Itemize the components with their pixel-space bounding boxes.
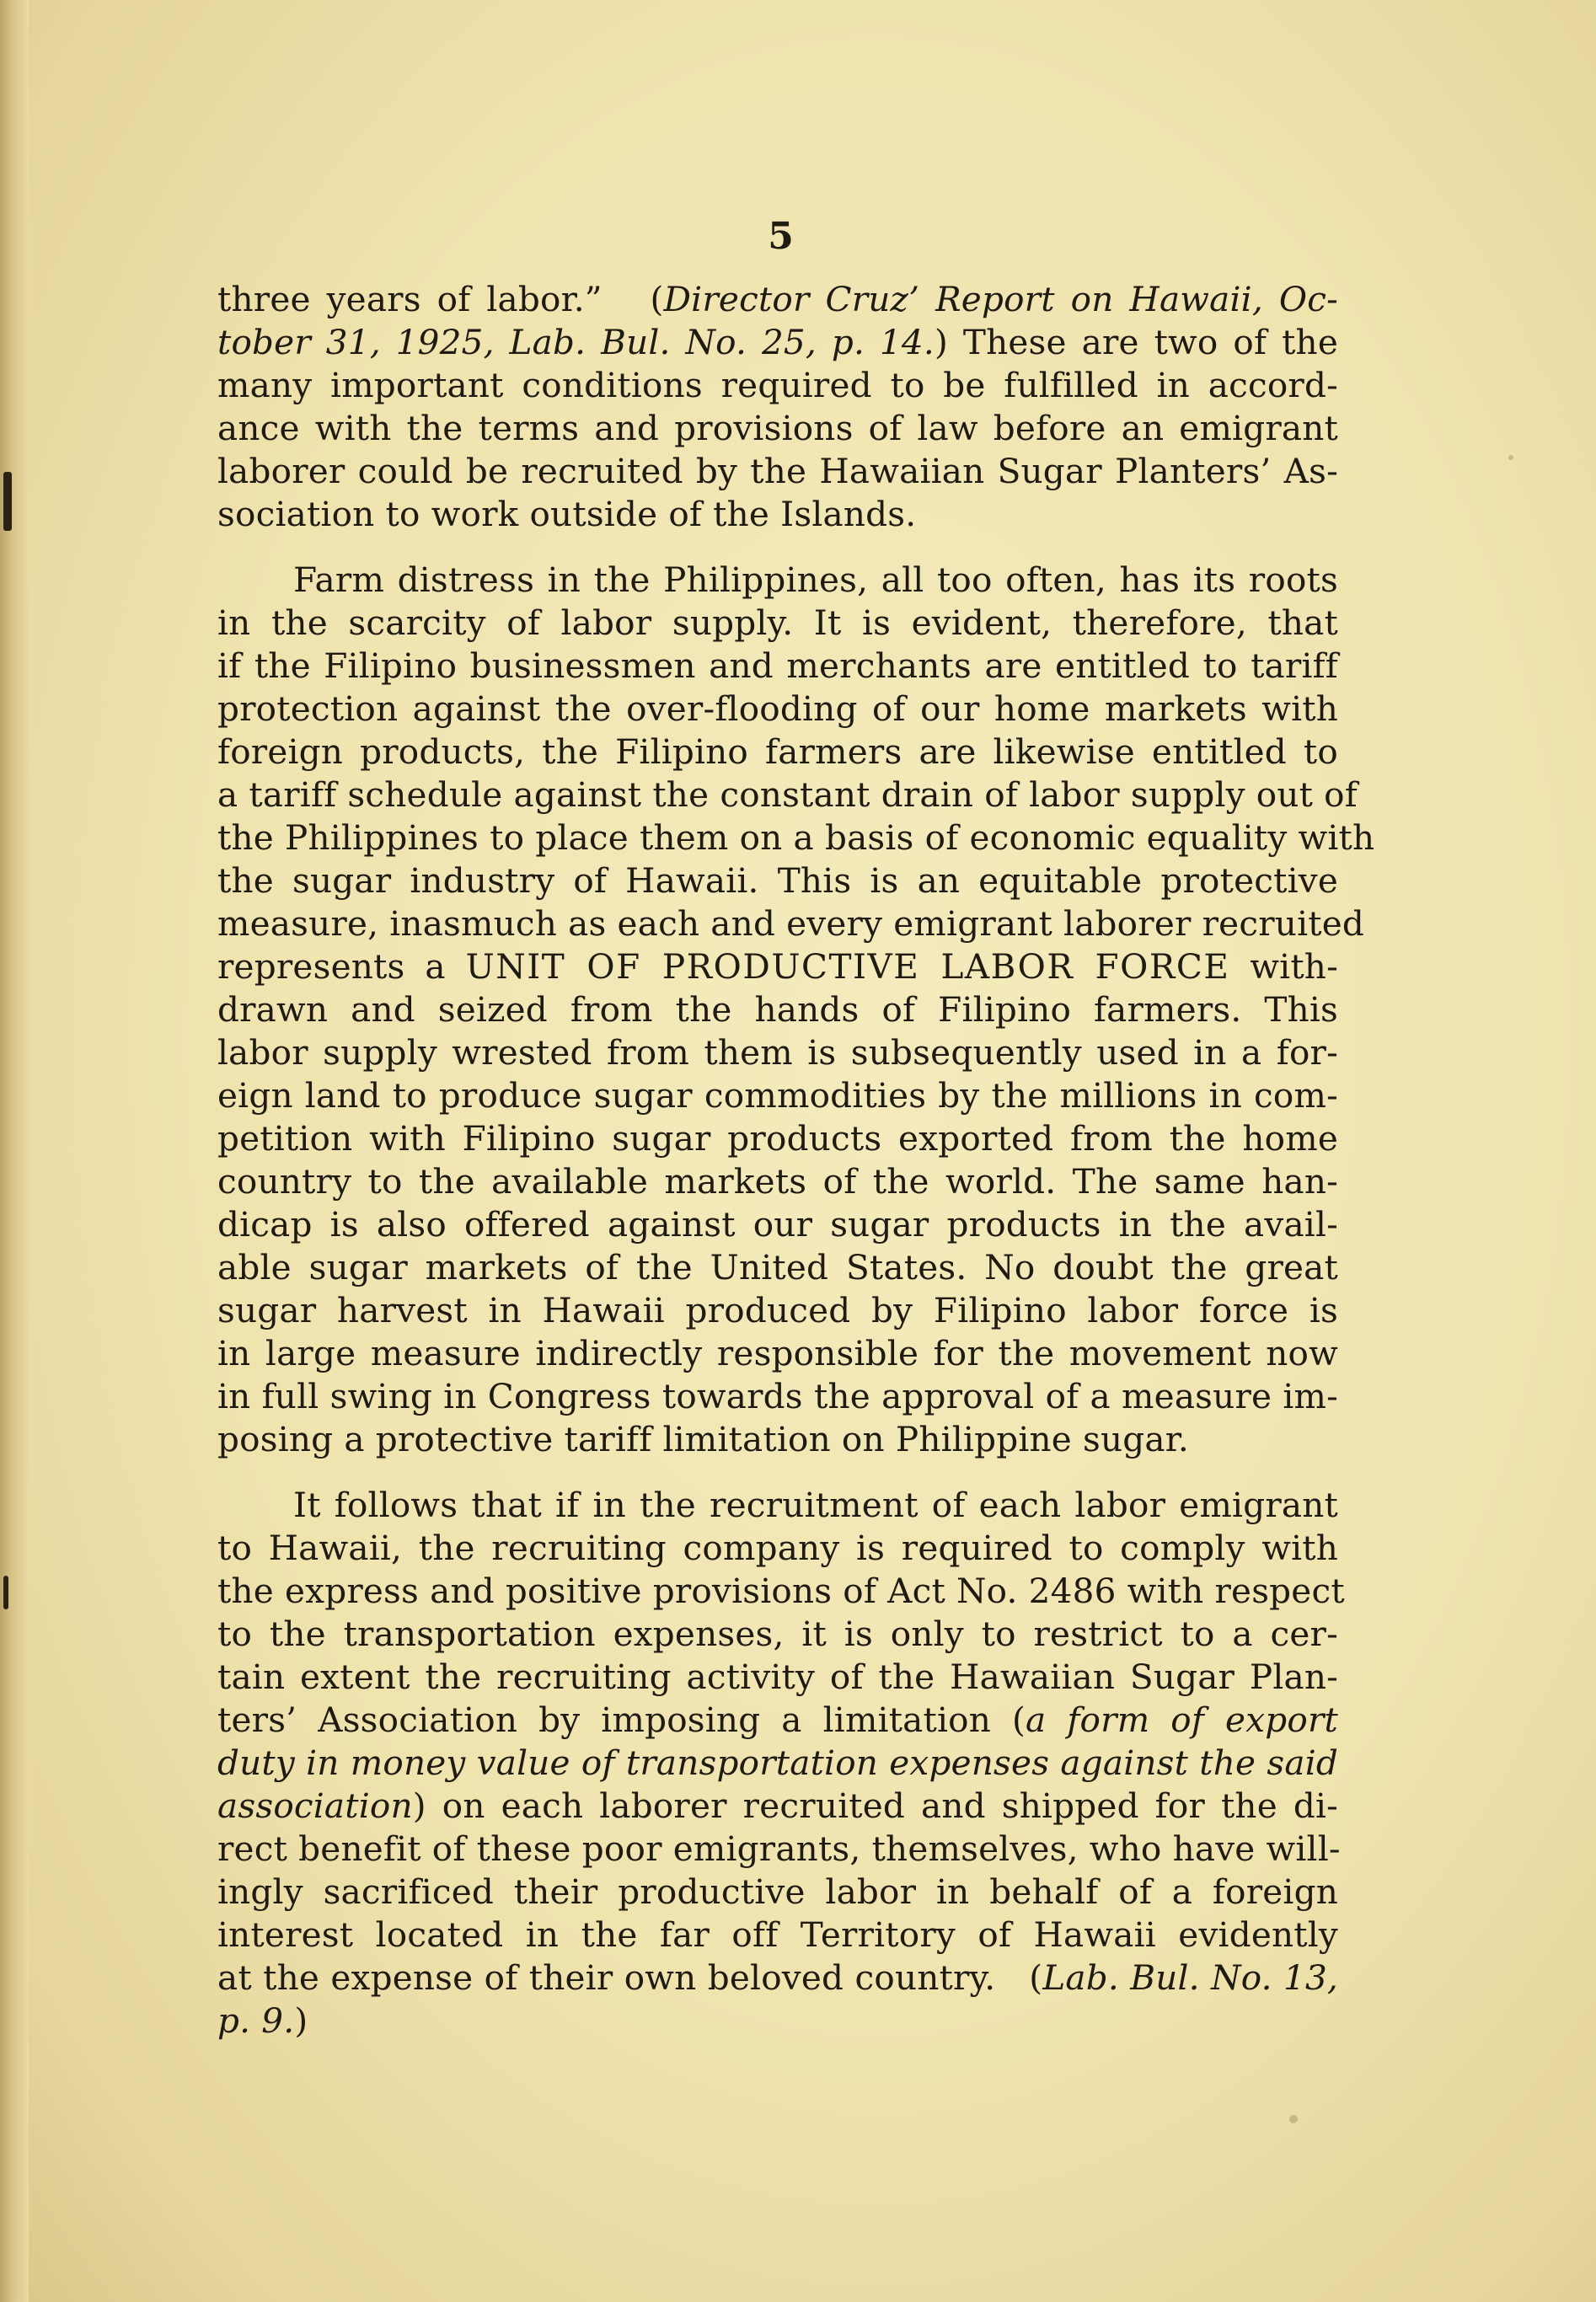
- text-line: represents a UNIT OF PRODUCTIVE LABOR FORCE with-: [217, 946, 1338, 987]
- text-line: measure, inasmuch as each and every emigrant laborer recruited: [217, 903, 1365, 944]
- text-line: to Hawaii, the recruiting company is required to comply with: [217, 1528, 1338, 1568]
- text-line: ingly sacrificed their productive labor in behalf of a foreign: [217, 1871, 1338, 1912]
- text-line: in the scarcity of labor supply. It is evident, therefore, that: [217, 602, 1338, 643]
- text-line: if the Filipino businessmen and merchants are entitled to tariff: [217, 645, 1338, 686]
- text-line: ters’ Association by imposing a limitation (a form of export: [217, 1700, 1339, 1740]
- text-line: three years of labor.” (Director Cruz’ Report on Hawaii, Oc-: [217, 279, 1338, 319]
- text-line: tober 31, 1925, Lab. Bul. No. 25, p. 14.) These are two of the: [217, 322, 1339, 362]
- text-line: sociation to work outside of the Islands.: [217, 494, 917, 534]
- page-number: 5: [768, 215, 795, 258]
- text-line: drawn and seized from the hands of Filipino farmers. This: [217, 989, 1338, 1030]
- paper-spot: [1508, 455, 1513, 460]
- paragraph-3: [217, 1484, 1345, 2042]
- text-line: posing a protective tariff limitation on Philippine sugar.: [217, 1419, 1189, 1459]
- text-line: the express and positive provisions of Act No. 2486 with respect: [217, 1571, 1345, 1611]
- text-line: sugar harvest in Hawaii produced by Filipino labor force is: [217, 1290, 1338, 1330]
- text-line: the sugar industry of Hawaii. This is an equitable protective: [217, 860, 1338, 901]
- text-line: interest located in the far off Territory of Hawaii evidently: [217, 1914, 1338, 1955]
- text-line: country to the available markets of the world. The same han-: [217, 1161, 1338, 1202]
- body-text: [217, 278, 1375, 2042]
- text-line: labor supply wrested from them is subsequently used in a for-: [217, 1032, 1338, 1073]
- text-line: protection against the over-flooding of our home markets with: [217, 688, 1338, 729]
- text-line: ance with the terms and provisions of law before an emigrant: [217, 408, 1338, 448]
- paper-spot: [1289, 2115, 1298, 2123]
- text-line: many important conditions required to be fulfilled in accord-: [217, 365, 1338, 405]
- text-line: in large measure indirectly responsible for the movement now: [217, 1333, 1338, 1373]
- text-line: rect benefit of these poor emigrants, themselves, who have will-: [217, 1828, 1341, 1869]
- paragraph-1: [217, 278, 1338, 536]
- text-line: laborer could be recruited by the Hawaiian Sugar Planters’ As-: [217, 451, 1338, 491]
- text-line: dicap is also offered against our sugar products in the avail-: [217, 1204, 1338, 1245]
- text-line: association) on each laborer recruited and shipped for the di-: [217, 1785, 1338, 1826]
- paragraph-2: [217, 559, 1375, 1461]
- text-line: tain extent the recruiting activity of the Hawaiian Sugar Plan-: [217, 1657, 1338, 1697]
- text-line: petition with Filipino sugar products exported from the home: [217, 1118, 1338, 1159]
- text-line: duty in money value of transportation expenses against the said: [217, 1743, 1338, 1783]
- text-line: able sugar markets of the United States. No doubt the great: [217, 1247, 1338, 1288]
- staple-mark: [3, 472, 12, 531]
- text-line: p. 9.): [217, 2000, 308, 2041]
- text-line: to the transportation expenses, it is only to restrict to a cer-: [217, 1614, 1338, 1654]
- text-line: at the expense of their own beloved country. (Lab. Bul. No. 13,: [217, 1957, 1338, 1998]
- staple-mark: [3, 1576, 8, 1609]
- text-line: Farm distress in the Philippines, all too often, has its roots: [293, 559, 1338, 600]
- text-line: foreign products, the Filipino farmers are likewise entitled to: [217, 731, 1338, 772]
- binding-edge: [0, 0, 29, 2302]
- text-line: It follows that if in the recruitment of each labor emigrant: [293, 1485, 1338, 1525]
- text-line: the Philippines to place them on a basis of economic equality with: [217, 817, 1375, 858]
- text-line: a tariff schedule against the constant drain of labor supply out of: [217, 774, 1358, 815]
- text-line: in full swing in Congress towards the approval of a measure im-: [217, 1376, 1338, 1416]
- text-line: eign land to produce sugar commodities by the millions in com-: [217, 1075, 1338, 1116]
